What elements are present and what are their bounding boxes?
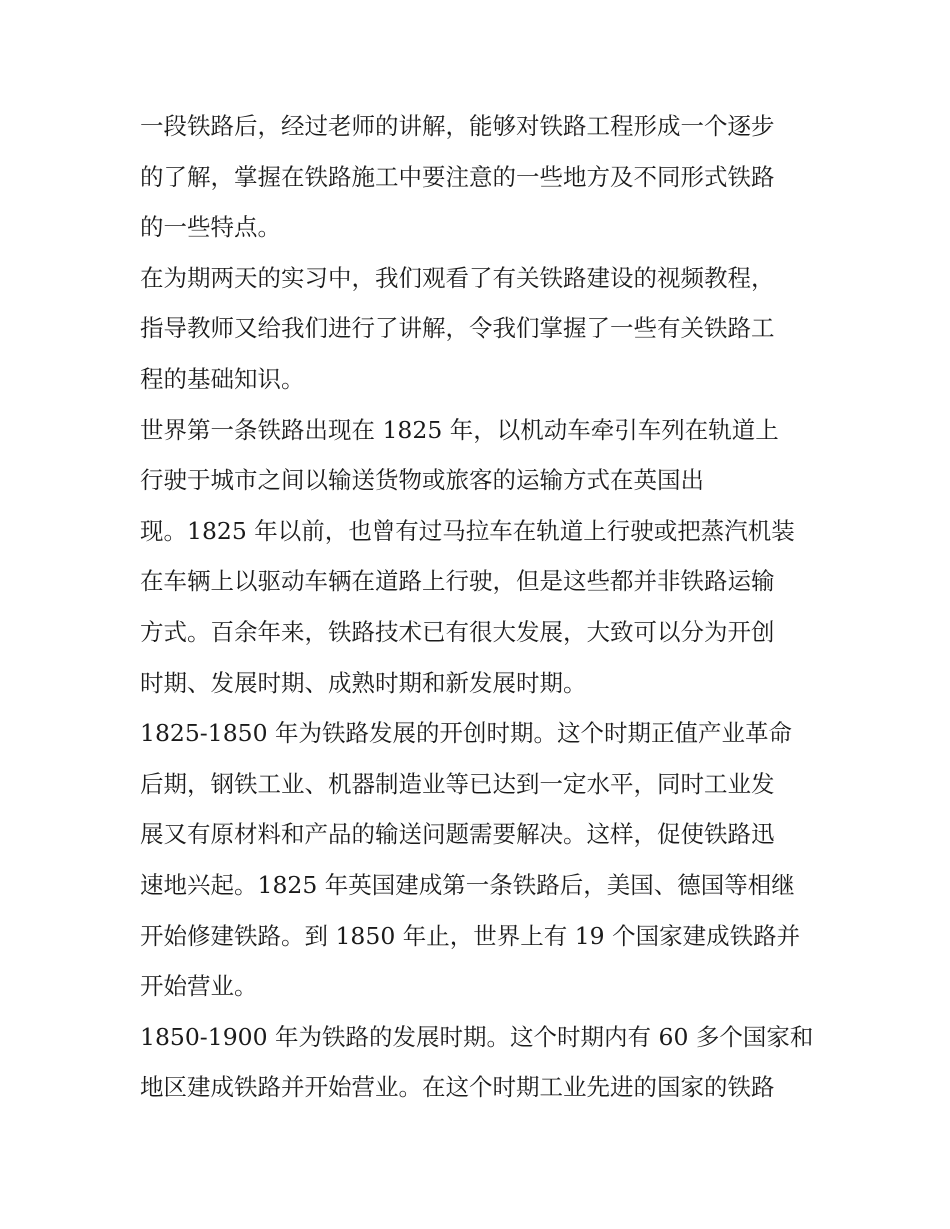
text-line: 后期，钢铁工业、机器制造业等已达到一定水平，同时工业发 bbox=[140, 769, 775, 798]
text-line: 行驶于城市之间以输送货物或旅客的运输方式在英国出 bbox=[140, 466, 704, 495]
text-line: 的了解，掌握在铁路施工中要注意的一些地方及不同形式铁路 bbox=[140, 162, 775, 191]
text-line: 速地兴起。1825 年英国建成第一条铁路后，美国、德国等相继 bbox=[140, 870, 795, 899]
text-line: 指导教师又给我们进行了讲解，令我们掌握了一些有关铁路工 bbox=[140, 314, 775, 343]
text-line: 一段铁路后，经过老师的讲解，能够对铁路工程形成一个逐步 bbox=[140, 112, 775, 140]
text-line: 在为期两天的实习中，我们观看了有关铁路建设的视频教程， bbox=[140, 263, 775, 292]
text-line: 开始修建铁路。到 1850 年止，世界上有 19 个国家建成铁路并 bbox=[140, 921, 801, 950]
text-line: 开始营业。 bbox=[140, 972, 258, 1001]
text-line: 1850-1900 年为铁路的发展时期。这个时期内有 60 多个国家和 bbox=[140, 1022, 814, 1051]
text-line: 在车辆上以驱动车辆在道路上行驶，但是这些都并非铁路运输 bbox=[140, 567, 775, 596]
text-line: 世界第一条铁路出现在 1825 年，以机动车牵引车列在轨道上 bbox=[140, 415, 779, 444]
text-line: 时期、发展时期、成熟时期和新发展时期。 bbox=[140, 668, 587, 697]
document-page bbox=[140, 101, 820, 1113]
text-line: 展又有原材料和产品的输送问题需要解决。这样，促使铁路迅 bbox=[140, 820, 775, 849]
text-line: 1825-1850 年为铁路发展的开创时期。这个时期正值产业革命 bbox=[140, 719, 793, 748]
text-line: 方式。百余年来，铁路技术已有很大发展，大致可以分为开创 bbox=[140, 617, 775, 646]
text-line: 地区建成铁路并开始营业。在这个时期工业先进的国家的铁路 bbox=[140, 1073, 775, 1102]
text-line: 程的基础知识。 bbox=[140, 364, 305, 393]
text-line: 的一些特点。 bbox=[140, 213, 281, 242]
text-line: 现。1825 年以前，也曾有过马拉车在轨道上行驶或把蒸汽机装 bbox=[140, 516, 795, 545]
